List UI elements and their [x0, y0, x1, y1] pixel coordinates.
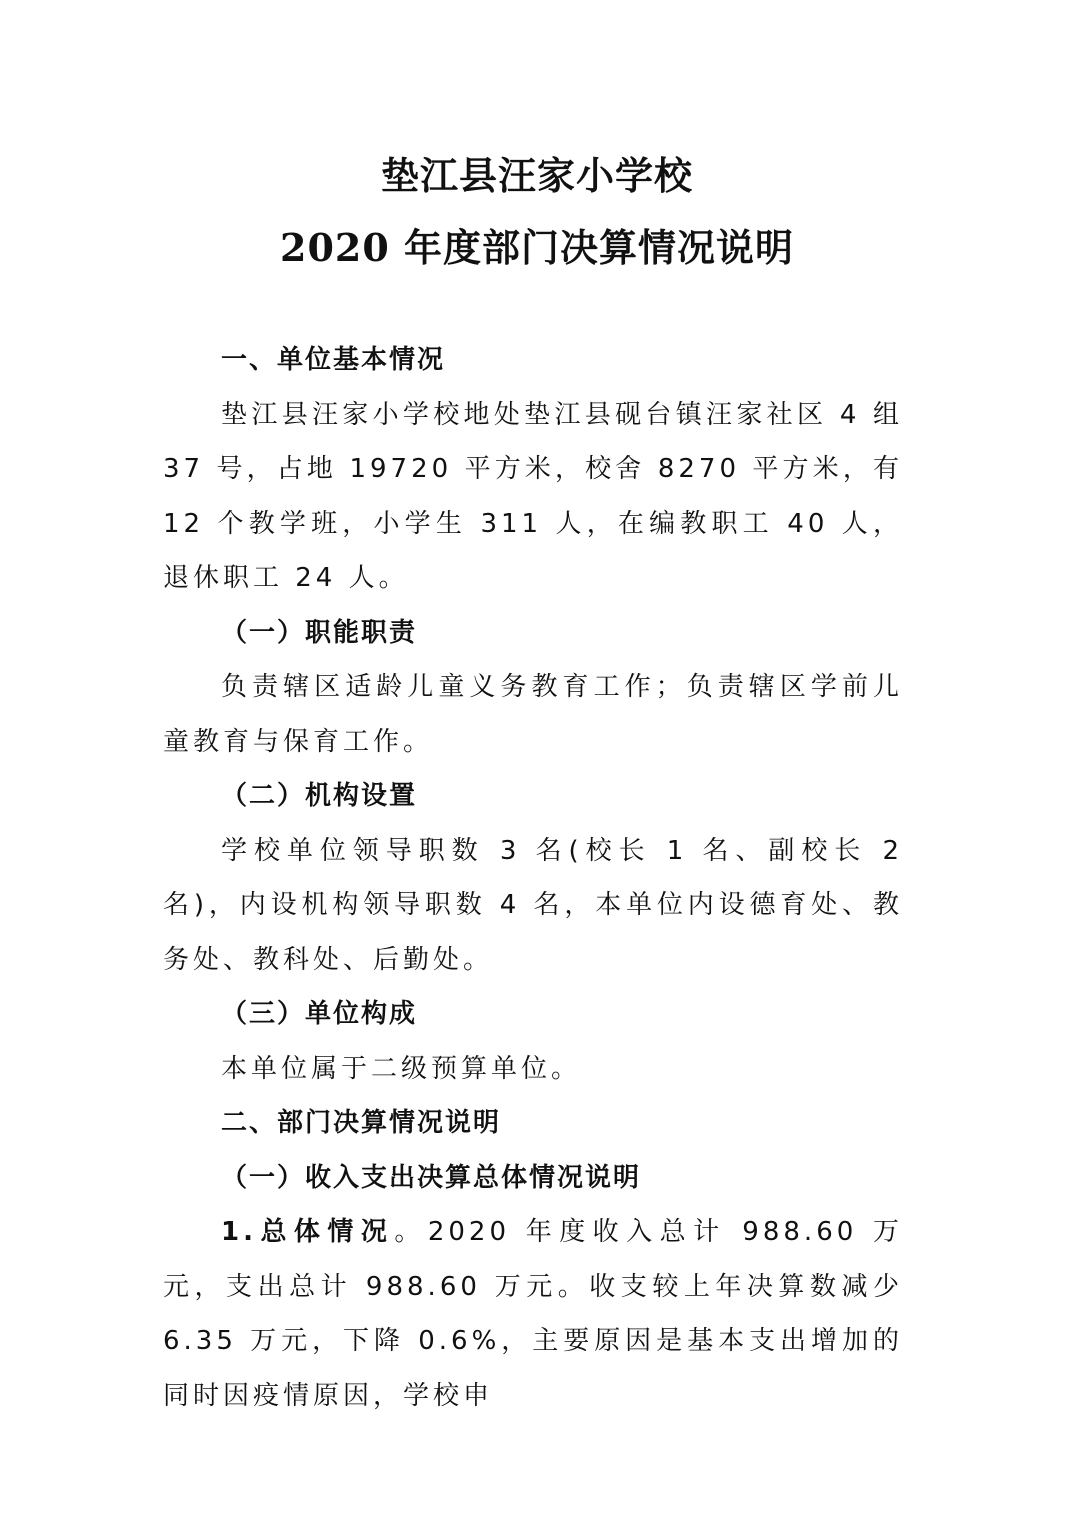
paragraph-overall-lead: 1.总体情况 — [221, 1217, 395, 1247]
subsection-heading-functions: （一）职能职责 — [221, 617, 418, 648]
subsection-heading-income-expenditure: （一）收入支出决算总体情况说明 — [221, 1162, 642, 1193]
section-heading-basic-info: 一、单位基本情况 — [221, 345, 446, 375]
paragraph-overall-text: 。2020 年度收入总计 988.60 万元，支出总计 988.60 万元。收支较上年决算数减少 6.35 万元，下降 0.6%，主要原因是基本支出增加的同时因疫情原因，学校申 — [163, 1217, 904, 1411]
paragraph-overall — [163, 1205, 903, 1423]
document-title-line-1: 垫江县汪家小学校 — [380, 153, 693, 198]
paragraph-composition: 本单位属于二级预算单位。 — [221, 1053, 582, 1084]
document-title-line-2: 2020 年度部门决算情况说明 — [280, 225, 794, 270]
document-body — [163, 333, 903, 1423]
paragraph-organization: 学校单位领导职数 3 名(校长 1 名、副校长 2 名)，内设机构领导职数 4 名，本单位内设德育处、教务处、教科处、后勤处。 — [163, 835, 903, 975]
section-heading-final-accounts: 二、部门决算情况说明 — [221, 1108, 502, 1138]
paragraph-basic-info: 垫江县汪家小学校地处垫江县砚台镇汪家社区 4 组 37 号，占地 19720 平方米，校舍 8270 平方米，有 12 个教学班，小学生 311 人，在编教职工 40 人，退休职工 24 人。 — [163, 399, 903, 593]
paragraph-functions: 负责辖区适龄儿童义务教育工作；负责辖区学前儿童教育与保育工作。 — [163, 672, 903, 757]
subsection-heading-organization: （二）机构设置 — [221, 781, 418, 811]
subsection-heading-composition: （三）单位构成 — [221, 999, 418, 1029]
